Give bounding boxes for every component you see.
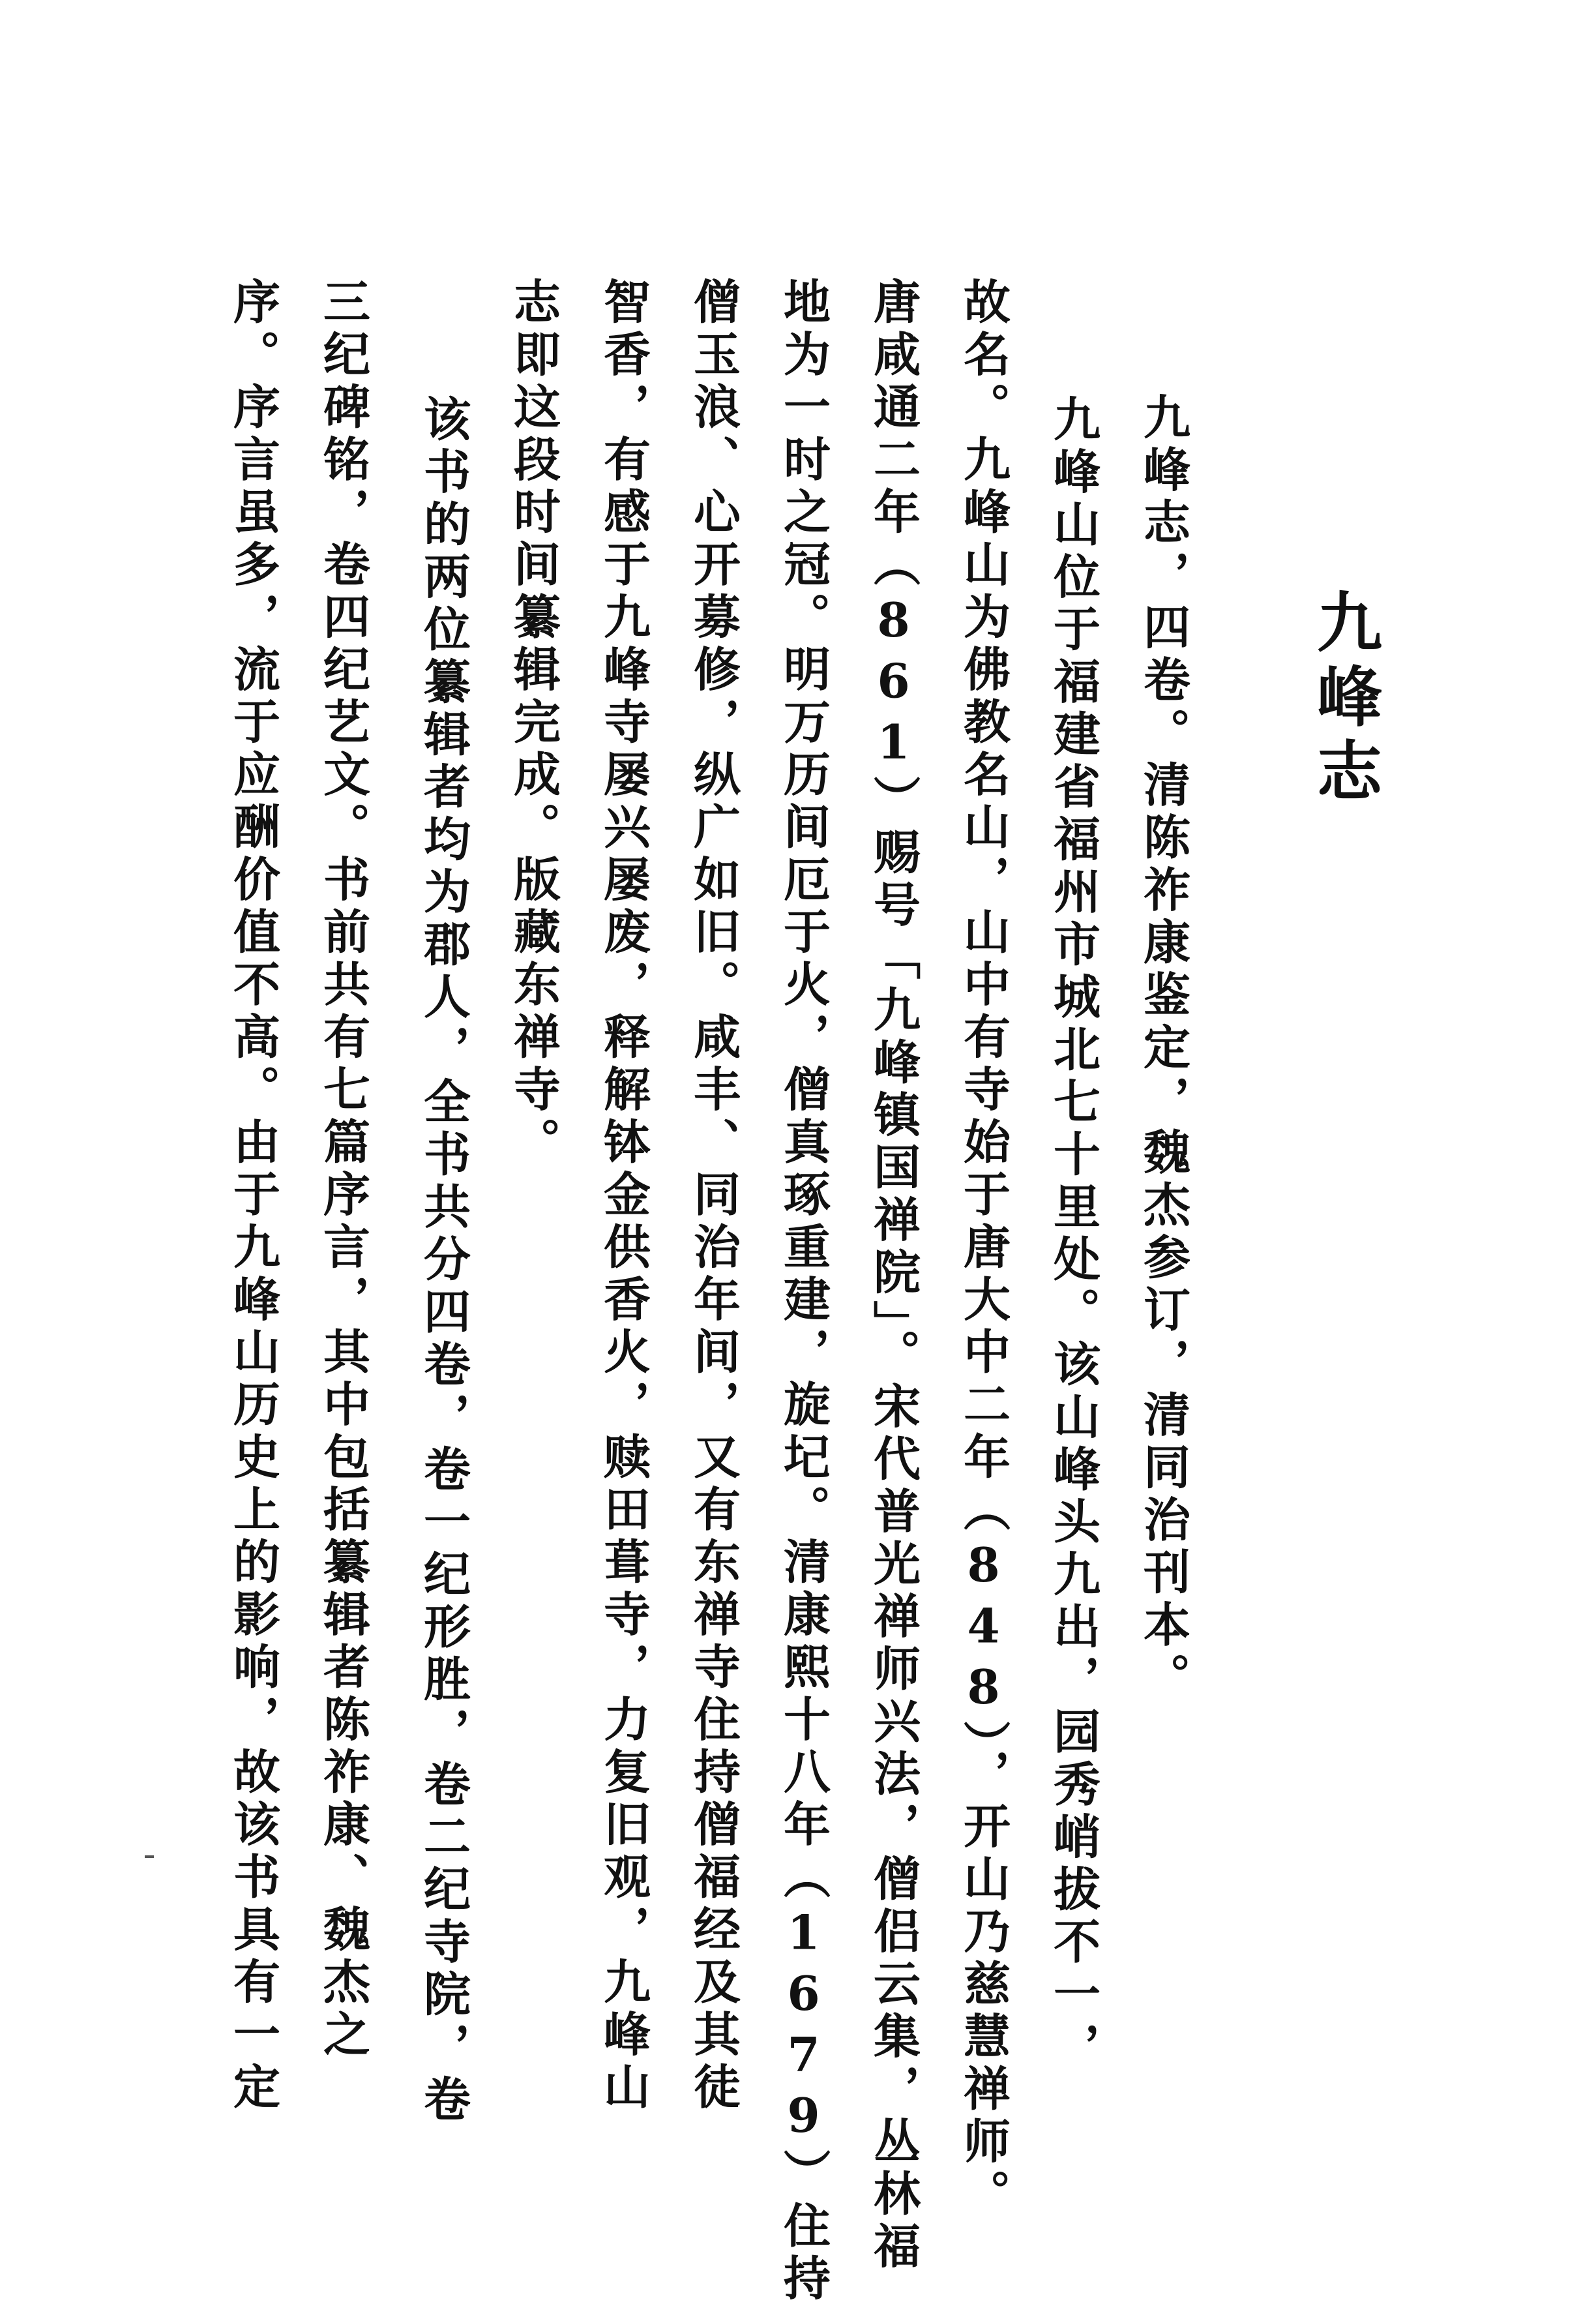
text-column-4: 唐咸通二年（861）赐号「九峰镇国禅院」。宋代普光禅师兴法，僧侣云集，丛林福 xyxy=(866,277,921,2274)
text-column-9: 该书的两位纂辑者均为郡人，全书共分四卷，卷一纪形胜，卷二纪寺院，卷 xyxy=(416,395,471,2127)
text-column-5: 地为一时之冠。明万历间厄于火，僧真琢重建，旋圮。清康熙十八年（1679）住持 xyxy=(776,277,831,2306)
text-column-1: 九峰志，四卷。清陈祚康鉴定，魏杰参订，清同治刊本。 xyxy=(1136,393,1191,1705)
text-column-11: 序。序言虽多，流于应酬价值不高。由于九峰山历史上的影响，故该书具有一定 xyxy=(226,277,281,2115)
text-column-2: 九峰山位于福建省福州市城北七十里处。该山峰头九出，园秀峭拔不一， xyxy=(1046,395,1101,2074)
scan-speck xyxy=(145,1855,154,1858)
page-title: 九峰志 xyxy=(1306,588,1383,811)
text-column-3: 故名。九峰山为佛教名山，山中有寺始于唐大中二年（848），开山乃慈慧禅师。 xyxy=(956,277,1011,2222)
text-column-10: 三纪碑铭，卷四纪艺文。书前共有七篇序言，其中包括纂辑者陈祚康、魏杰之 xyxy=(316,277,371,2062)
text-column-7: 智香，有感于九峰寺屡兴屡废，释解钵金供香火，赎田葺寺，力复旧观，九峰山 xyxy=(596,277,651,2115)
text-column-8: 志即这段时间纂辑完成。版藏东禅寺。 xyxy=(506,277,561,1170)
text-column-6: 僧玉浪、心开募修，纵广如旧。咸丰、同治年间，又有东禅寺住持僧福经及其徒 xyxy=(686,277,741,2115)
